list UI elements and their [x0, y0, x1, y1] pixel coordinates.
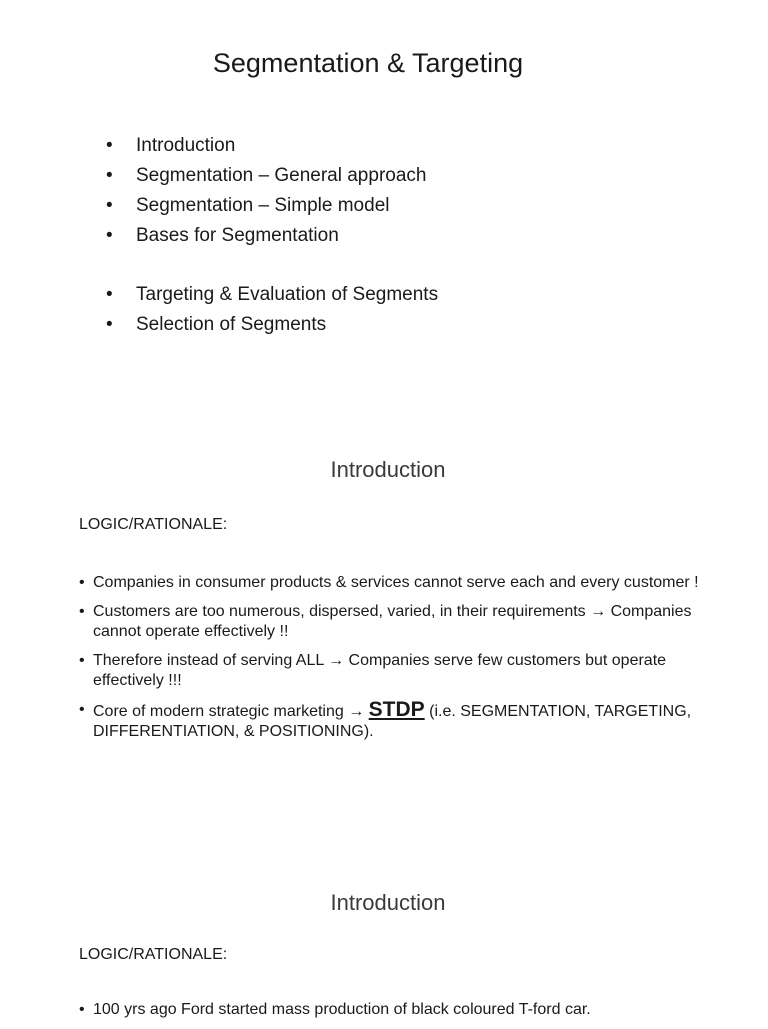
stdp-lead-text: Core of modern strategic marketing →: [93, 703, 369, 720]
rationale-point: • 100 yrs ago Ford started mass production of black coloured T-ford car.: [79, 1000, 699, 1020]
agenda-item-targeting: • Targeting & Evaluation of Segments: [106, 281, 438, 311]
agenda-item-bases: • Bases for Segmentation: [106, 222, 438, 252]
section-title-introduction: Introduction: [330, 457, 446, 482]
rationale-point-stdp: [79, 700, 699, 742]
stdp-emphasis: STDP: [368, 698, 425, 721]
rationale-list-2: [79, 1000, 699, 1029]
logic-label-2: LOGIC/RATIONALE:: [79, 946, 228, 963]
rationale-list: [79, 573, 699, 751]
agenda-item-introduction: • Introduction: [106, 132, 438, 162]
agenda-list: [106, 132, 438, 341]
slide-title: Segmentation & Targeting: [212, 48, 524, 78]
rationale-point: • Customers are too numerous, dispersed, varied, in their requirements → Companies cannot operate effectively !!: [79, 602, 699, 642]
rationale-point: • Companies in consumer products & services cannot serve each and every customer !: [79, 573, 699, 593]
logic-label: LOGIC/RATIONALE:: [79, 516, 228, 533]
agenda-item-simple-model: • Segmentation – Simple model: [106, 192, 438, 222]
agenda-item-selection: • Selection of Segments: [106, 311, 438, 341]
rationale-point: • Therefore instead of serving ALL → Companies serve few customers but operate effectively !!!: [79, 651, 699, 691]
agenda-item-general-approach: • Segmentation – General approach: [106, 162, 438, 192]
stdp-definition: (i.e. SEGMENTATION, TARGETING, DIFFERENTIATION, & POSITIONING).: [93, 703, 692, 740]
section-title-introduction-2: Introduction: [330, 890, 446, 915]
